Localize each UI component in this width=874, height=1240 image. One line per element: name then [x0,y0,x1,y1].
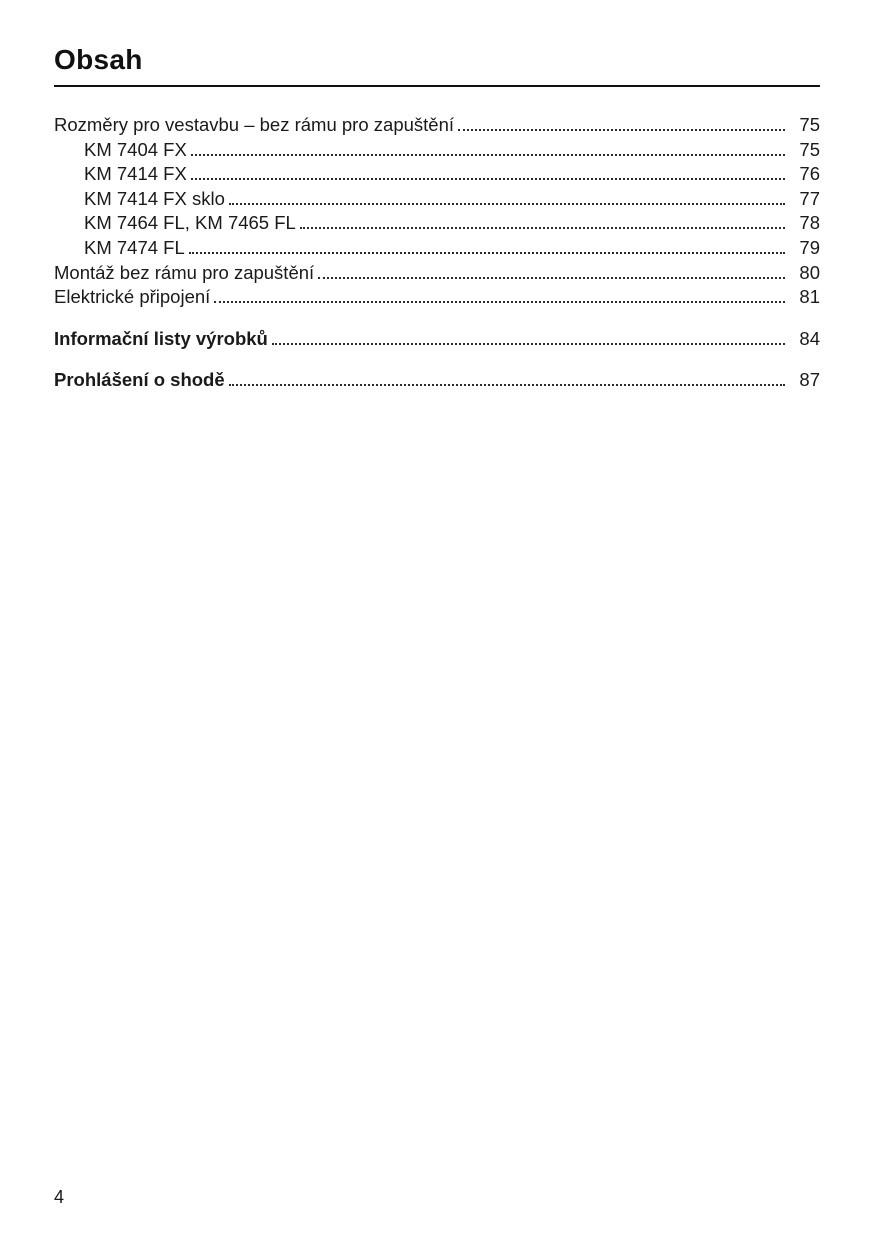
toc-entry-label: KM 7464 FL, KM 7465 FL [84,212,296,234]
dot-leader [272,343,785,345]
toc-entry-label: Rozměry pro vestavbu – bez rámu pro zapuštění [54,114,454,135]
toc-entry [54,113,820,138]
toc-entry-page: 87 [799,369,820,391]
dot-leader [318,277,785,279]
dot-leader [189,252,785,254]
toc-entry-page: 81 [799,286,820,308]
toc-entry-label: Elektrické připojení [54,286,211,308]
page-number: 4 [54,1187,65,1207]
toc-entry [54,236,820,261]
toc-entry [54,187,820,212]
title-rule [54,85,820,87]
toc-entry [54,162,820,187]
dot-leader [300,227,785,229]
toc-entry [54,211,820,236]
toc-entry [54,285,820,310]
toc-entry-label: Prohlášení o shodě [54,369,225,391]
toc-entry-label: Informační listy výrobků [54,327,268,349]
dot-leader [229,384,785,386]
toc-entry [54,327,820,352]
toc-entry-page: 75 [799,138,820,160]
toc-entry-page: 84 [799,327,820,349]
toc-entry-page: 76 [799,163,820,185]
toc-entry [54,261,820,286]
dot-leader [458,129,785,131]
dot-leader [191,178,785,180]
toc-entry-page: 77 [799,187,820,209]
page-title: Obsah [54,44,143,75]
dot-leader [191,154,785,156]
toc-entry-page: 79 [799,236,820,258]
table-of-contents [54,113,820,393]
toc-entry [54,368,820,393]
toc-entry-page: 80 [799,261,820,283]
toc-entry-page: 78 [799,212,820,234]
toc-entry-label: Montáž bez rámu pro zapuštění [54,261,315,283]
toc-entry-page: 75 [799,114,820,135]
toc-entry-label: KM 7414 FX sklo [84,187,225,209]
dot-leader [214,301,785,303]
dot-leader [229,203,785,205]
toc-entry-label: KM 7404 FX [84,138,187,160]
toc-entry [54,138,820,163]
toc-entry-label: KM 7474 FL [84,236,185,258]
toc-entry-label: KM 7414 FX [84,163,187,185]
